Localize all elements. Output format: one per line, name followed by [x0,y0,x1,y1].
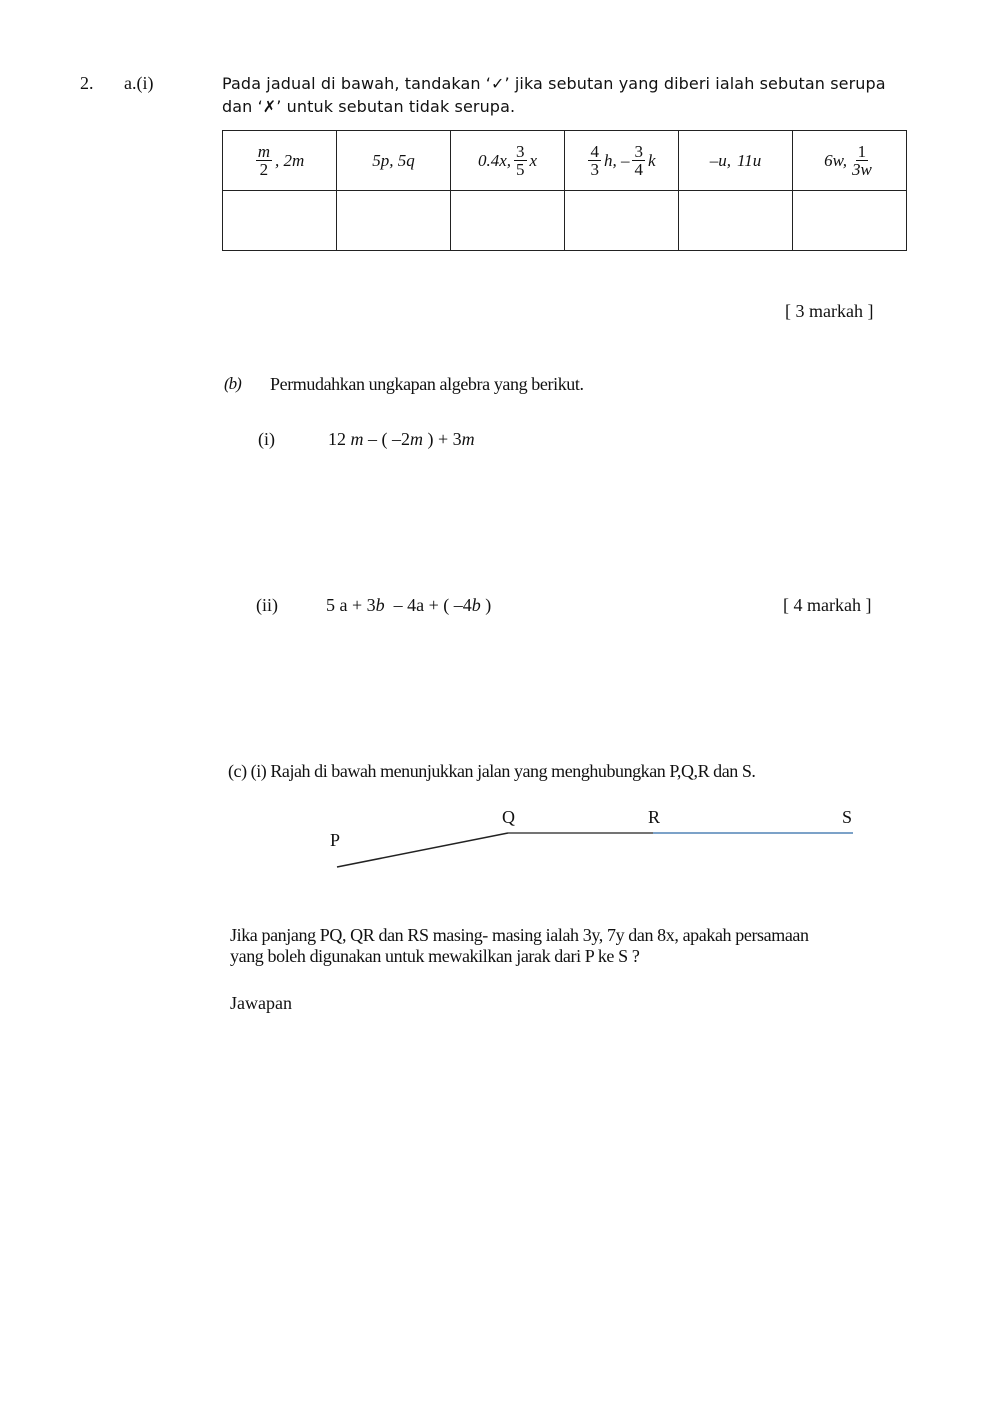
answer-label: Jawapan [230,993,292,1013]
expr-variable: m [410,429,423,449]
point-label-s: S [842,807,853,827]
expr-variable: m [350,429,364,449]
term-text: h, – [603,150,630,170]
point-label-p: P [330,830,341,850]
fraction-denominator: 3 [590,160,599,179]
fraction-numerator: 4 [590,142,599,161]
fraction-denominator: 4 [634,160,643,179]
term-text: 5p, 5q [372,150,415,170]
part-b-instruction: Permudahkan ungkapan algebra yang berikut. [270,374,584,394]
fraction-denominator: 3w [851,160,872,179]
marks-part-b: [ 4 markah ] [783,595,872,615]
fraction-denominator: 2 [259,160,269,179]
term-text: , 2m [275,150,305,170]
expr-text: ) + 3 [423,429,462,449]
expr-text: 12 [328,429,351,449]
part-b-i-label: (i) [258,429,275,449]
point-label-q: Q [502,807,515,827]
term-text: k [647,150,656,170]
fraction-numerator: 3 [516,142,525,161]
road-segment-pq [337,833,508,867]
part-a-instruction-line1: Pada jadual di bawah, tandakan ‘✓’ jika sebutan yang diberi ialah sebutan serupa [222,74,886,93]
part-c-question-line1: Jika panjang PQ, QR dan RS masing- masing ialah 3y, 7y dan 8x, apakah persamaan [230,925,809,945]
part-c-instruction: (c) (i) Rajah di bawah menunjukkan jalan yang menghubungkan P,Q,R dan S. [228,761,756,781]
part-a-label: a.(i) [124,73,154,93]
expr-text: – ( –2 [363,429,410,449]
expr-variable: b [375,595,385,615]
term-text: 0.4x, [477,150,511,170]
part-b-ii-label: (ii) [256,595,278,615]
fraction-numerator: 1 [857,142,867,161]
expr-text: ) [480,595,492,615]
expr-text: – 4a + ( –4 [384,595,472,615]
term-text: 11u [737,150,762,170]
term-text: –u, [709,150,731,170]
part-a-instruction-line2: dan ‘✗’ untuk sebutan tidak serupa. [222,97,516,116]
term-text: 6w, [824,150,847,170]
fraction-denominator: 5 [516,160,525,179]
expr-variable: b [471,595,481,615]
point-label-r: R [648,807,661,827]
fraction-numerator: 3 [634,142,643,161]
question-number: 2. [80,73,94,93]
expr-variable: m [461,429,475,449]
part-c-question-line2: yang boleh digunakan untuk mewakilkan jarak dari P ke S ? [230,946,640,966]
marks-part-a: [ 3 markah ] [785,301,874,321]
term-text: x [529,150,538,170]
fraction-numerator: m [257,142,270,161]
expr-text: 5 a + 3 [326,595,376,615]
part-b-label: (b) [224,374,241,393]
